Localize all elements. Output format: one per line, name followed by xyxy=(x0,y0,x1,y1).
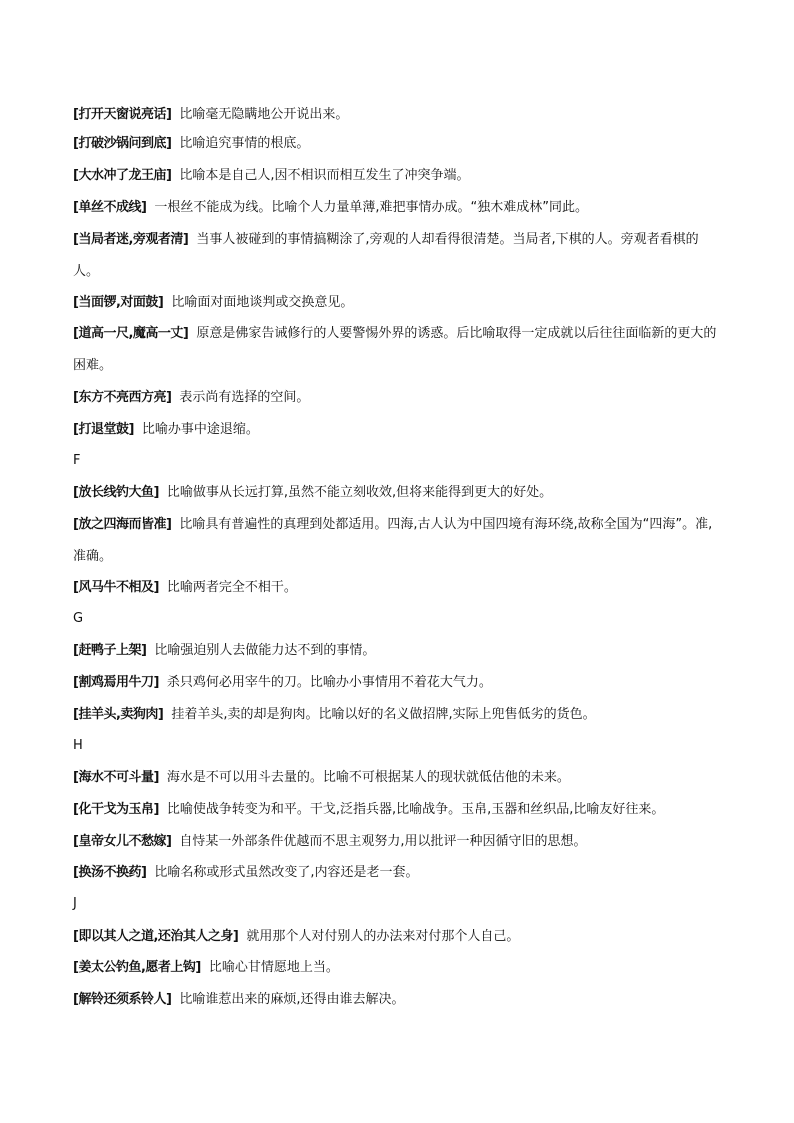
entry xyxy=(73,984,723,1016)
entry-term: [放长线钓大鱼] xyxy=(73,485,159,500)
entry-term: [换汤不换药] xyxy=(73,865,147,880)
entry-term: [道高一尺,魔高一丈] xyxy=(73,326,189,341)
entry-definition: 挂着羊头,卖的却是狗肉。比喻以好的名义做招牌,实际上兜售低劣的货色。 xyxy=(171,707,596,722)
entry xyxy=(73,160,723,192)
entry xyxy=(73,635,723,667)
entry xyxy=(73,287,723,319)
entry xyxy=(73,99,723,131)
entry-definition: 当事人被碰到的事情搞糊涂了,旁观的人却看得很清楚。当局者,下棋的人。旁观者看棋的人。 xyxy=(73,232,699,279)
entry-definition: 原意是佛家告诫修行的人要警惕外界的诱惑。后比喻取得一定成就以后往往面临新的更大的困难。 xyxy=(73,326,717,373)
entry-definition: 表示尚有选择的空间。 xyxy=(179,390,310,405)
entry-term: [姜太公钓鱼,愿者上钩] xyxy=(73,960,201,975)
entry-definition: 比喻办事中途退缩。 xyxy=(141,422,259,437)
entry-definition: 比喻做事从长远打算,虽然不能立刻收效,但将来能得到更大的好处。 xyxy=(166,485,553,500)
entry-term: [海水不可斗量] xyxy=(73,770,159,785)
entry-definition: 比喻心甘情愿地上当。 xyxy=(208,960,339,975)
entry-term: [挂羊头,卖狗肉] xyxy=(73,707,164,722)
entry-term: [割鸡焉用牛刀] xyxy=(73,675,159,690)
entry-term: [当局者迷,旁观者清] xyxy=(73,232,189,247)
entry-definition: 比喻强迫别人去做能力达不到的事情。 xyxy=(154,643,376,658)
entry xyxy=(73,382,723,414)
entry-definition: 比喻面对面地谈判或交换意见。 xyxy=(171,295,354,310)
entry xyxy=(73,192,723,224)
entry xyxy=(73,667,723,699)
entry xyxy=(73,509,723,572)
section-letter: F xyxy=(73,453,81,468)
entry-term: [放之四海而皆准] xyxy=(73,517,172,532)
section-letter: G xyxy=(73,611,84,626)
entry xyxy=(73,952,723,984)
entry-term: [皇帝女儿不愁嫁] xyxy=(73,834,172,849)
entry-term: [打破沙锅问到底] xyxy=(73,136,172,151)
entry-term: [解铃还须系铃人] xyxy=(73,992,172,1007)
entry-term: [打退堂鼓] xyxy=(73,422,134,437)
entry-definition: 比喻具有普遍性的真理到处都适用。四海,古人认为中国四境有海环绕,故称全国为“四海”。准,准确。 xyxy=(73,517,713,564)
entry xyxy=(73,762,723,794)
entry-term: [风马牛不相及] xyxy=(73,580,159,595)
section-letter: H xyxy=(73,738,83,753)
entry-definition: 一根丝不能成为线。比喻个人力量单薄,难把事情办成。“独木难成林”同此。 xyxy=(154,200,588,215)
entry-definition: 比喻两者完全不相干。 xyxy=(166,580,297,595)
entry xyxy=(73,699,723,731)
entry-definition: 比喻使战争转变为和平。干戈,泛指兵器,比喻战争。玉帛,玉器和丝织品,比喻友好往来。 xyxy=(166,802,665,817)
entry-definition: 比喻本是自己人,因不相识而相互发生了冲突争端。 xyxy=(179,168,470,183)
entry xyxy=(73,572,723,604)
entry-definition: 比喻追究事情的根底。 xyxy=(179,136,310,151)
entry xyxy=(73,826,723,858)
entry-definition: 就用那个人对付别人的办法来对付那个人自己。 xyxy=(246,929,520,944)
entry xyxy=(73,414,723,446)
entry-definition: 比喻毫无隐瞒地公开说出来。 xyxy=(179,107,349,122)
entry xyxy=(73,794,723,826)
entry-term: [即以其人之道,还治其人之身] xyxy=(73,929,239,944)
entry-term: [赶鸭子上架] xyxy=(73,643,147,658)
entry-term: [大水冲了龙王庙] xyxy=(73,168,172,183)
entry xyxy=(73,224,723,287)
entry xyxy=(73,857,723,889)
entry xyxy=(73,318,723,381)
entry-term: [东方不亮西方亮] xyxy=(73,390,172,405)
entry xyxy=(73,921,723,953)
entry-definition: 杀只鸡何必用宰牛的刀。比喻办小事情用不着花大气力。 xyxy=(166,675,492,690)
entry-definition: 比喻谁惹出来的麻烦,还得由谁去解决。 xyxy=(179,992,405,1007)
entry-definition: 比喻名称或形式虽然改变了,内容还是老一套。 xyxy=(154,865,419,880)
entry-definition: 自恃某一外部条件优越而不思主观努力,用以批评一种因循守旧的思想。 xyxy=(179,834,587,849)
entry-term: [打开天窗说亮话] xyxy=(73,107,172,122)
section-letter: J xyxy=(73,896,77,911)
entry-term: [当面锣,对面鼓] xyxy=(73,295,164,310)
entry-term: [单丝不成线] xyxy=(73,200,147,215)
entry-definition: 海水是不可以用斗去量的。比喻不可根据某人的现状就低估他的未来。 xyxy=(166,770,570,785)
entry xyxy=(73,477,723,509)
entry-term: [化干戈为玉帛] xyxy=(73,802,159,817)
entry xyxy=(73,128,723,160)
